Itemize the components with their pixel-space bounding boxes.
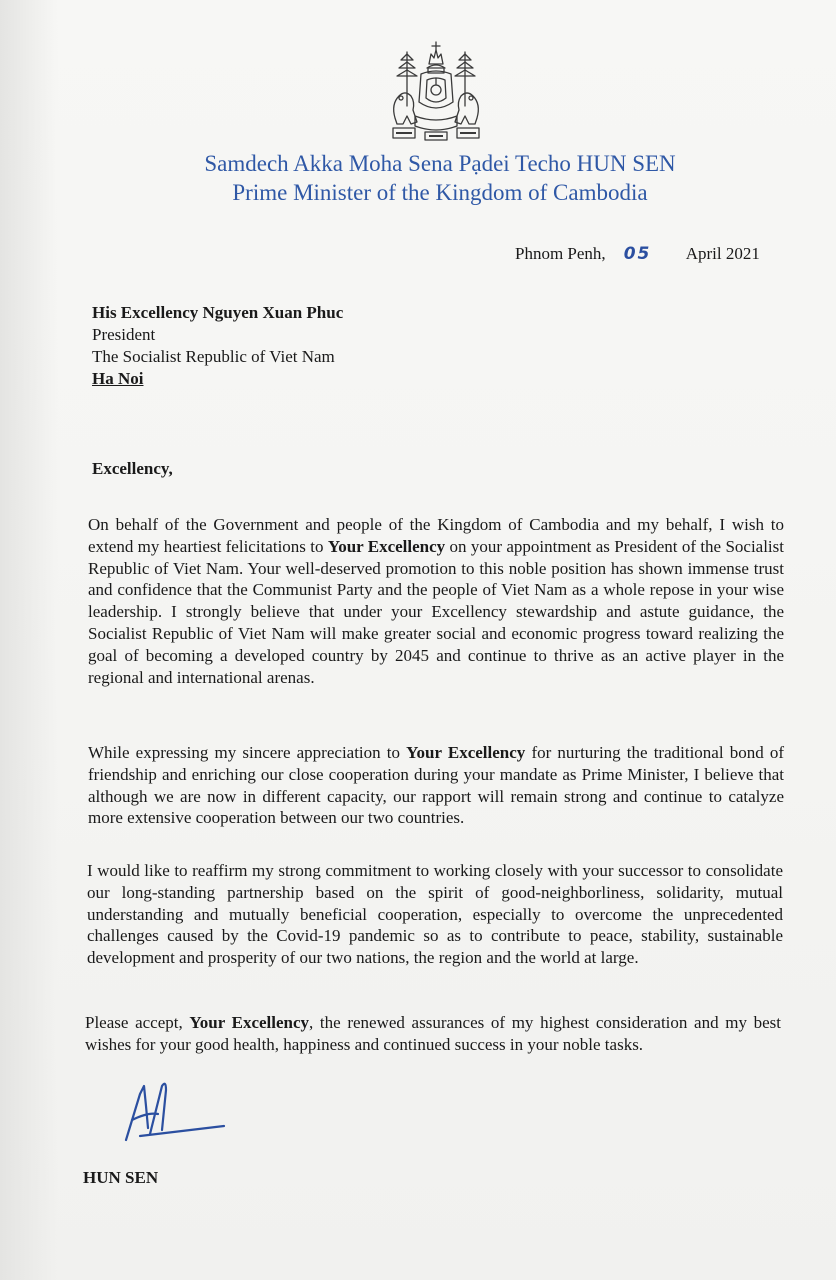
addressee-block: [92, 302, 343, 390]
dateline-month-year: April 2021: [685, 244, 760, 263]
body-paragraph-1: [88, 514, 784, 688]
paragraph-1-emphasis: Your Excellency: [327, 536, 446, 556]
addressee-title: President: [92, 325, 156, 344]
paragraph-2-text-b: for nurturing the traditional bond of friendship and enriching our close cooperation during your mandate as Prime Minister, I believe that although we are now in different capacity, our rapport will remain strong and continue to catalyze more extensive cooperation between our two countries.: [88, 743, 785, 828]
body-paragraph-3: I would like to reaffirm my strong commitment to working closely with your successor to consolidate our long-standing partnership based on the spirit of good-neighborliness, solidarity, mutual understanding and mutually beneficial cooperation, especially to overcome the unprecedented challenges caused by the Covid-19 pandemic so as to contribute to peace, stability, sustainable development and prosperity of our two nations, the region and the world at large.: [87, 861, 783, 968]
signer-name: HUN SEN: [83, 1168, 159, 1187]
letterhead-title: Prime Minister of the Kingdom of Cambodia: [232, 180, 648, 205]
letterhead-name: Samdech Akka Moha Sena Pạdei Techo HUN SEN: [204, 151, 676, 176]
paragraph-1-text-a: On behalf of the Government and people of the Kingdom of Cambodia and my behalf, I wish to extend my heartiest felicitations to: [88, 515, 784, 556]
dateline: [515, 244, 760, 264]
coat-of-arms-icon: [385, 40, 487, 144]
paragraph-4-text-a: Please accept,: [85, 1013, 190, 1032]
salutation: Excellency,: [92, 459, 173, 478]
paragraph-4-text-b: , the renewed assurances of my highest consideration and my best wishes for your good health, happiness and continued success in your noble tasks.: [85, 1013, 781, 1054]
paragraph-2-text-a: While expressing my sincere appreciation to: [88, 743, 407, 762]
addressee-country: The Socialist Republic of Viet Nam: [92, 347, 335, 366]
handwritten-signature-icon: [118, 1076, 230, 1146]
dateline-day: 05: [623, 244, 652, 264]
paragraph-2-emphasis: Your Excellency: [406, 743, 526, 762]
dateline-city: Phnom Penh,: [515, 244, 606, 263]
addressee-city: Ha Noi: [92, 369, 144, 388]
paragraph-1-text-b: on your appointment as President of the Socialist Republic of Viet Nam. Your well-deserved promotion to this noble position has shown immense trust and confidence that the Communist Party and the people of Viet Nam as a whole repose in your wise leadership. I strongly believe that under your Excellency stewardship and astute guidance, the Socialist Republic of Viet Nam will make greater social and economic progress toward realizing the goal of becoming a developed country by 2045 and continue to thrive as an active player in the regional and international arenas.: [88, 536, 784, 687]
body-paragraph-4: [85, 1012, 781, 1056]
body-paragraph-2: [88, 742, 784, 829]
addressee-name: His Excellency Nguyen Xuan Phuc: [92, 303, 344, 322]
paragraph-4-emphasis: Your Excellency: [189, 1013, 310, 1032]
